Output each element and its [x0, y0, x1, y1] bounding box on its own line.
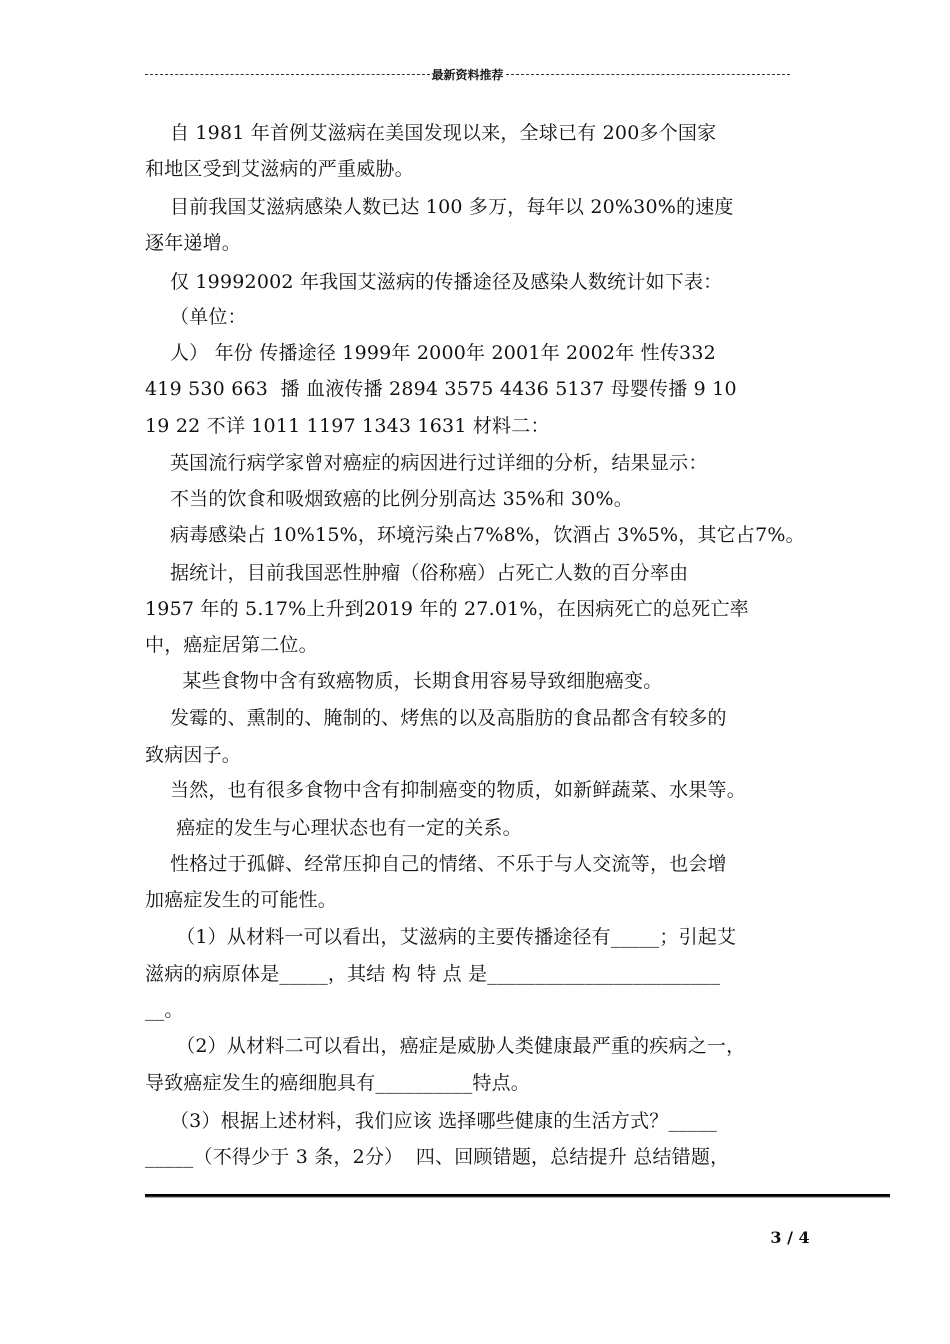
footer-rule: [145, 1194, 890, 1198]
text-line: 自 1981 年首例艾滋病在美国发现以来，全球已有 200多个国家: [145, 122, 717, 144]
text-line: 和地区受到艾滋病的严重威胁。: [145, 158, 414, 180]
text-line: 不当的饮食和吸烟致癌的比例分别高达 35%和 30%。: [145, 488, 633, 510]
header-rule-right: [506, 74, 791, 75]
text-line: 逐年递增。: [145, 232, 242, 254]
text-line: _____（不得少于 3 条，2分） 四、回顾错题，总结提升 总结错题，: [145, 1146, 730, 1168]
header-rule-left: [145, 74, 430, 75]
text-line: 滋病的病原体是_____，其结 构 特 点 是________________________: [145, 963, 721, 985]
text-line: 某些食物中含有致癌物质，长期食用容易导致细胞癌变。: [145, 670, 663, 692]
text-line: 1957 年的 5.17%上升到2019 年的 27.01%，在因病死亡的总死亡率: [145, 598, 749, 620]
page-number: 3 / 4: [770, 1228, 810, 1247]
text-line: __。: [145, 999, 184, 1021]
text-line: （单位：: [145, 306, 247, 328]
text-line: （1）从材料一可以看出，艾滋病的主要传播途径有_____；引起艾: [145, 926, 737, 948]
text-line: 19 22 不详 1011 1197 1343 1631 材料二：: [145, 415, 550, 437]
text-line: 性格过于孤僻、经常压抑自己的情绪、不乐于与人交流等，也会增: [145, 853, 727, 875]
text-line: 目前我国艾滋病感染人数已达 100 多万，每年以 20%30%的速度: [145, 196, 734, 218]
text-line: 病毒感染占 10%15%，环境污染占7%8%，饮酒占 3%5%，其它占7%。: [145, 524, 805, 546]
text-line: 加癌症发生的可能性。: [145, 889, 338, 911]
text-line: 发霉的、熏制的、腌制的、烤焦的以及高脂肪的食品都含有较多的: [145, 707, 727, 729]
text-line: 致病因子。: [145, 744, 242, 766]
text-line: 英国流行病学家曾对癌症的病因进行过详细的分析，结果显示：: [145, 452, 708, 474]
text-line: 当然，也有很多食物中含有抑制癌变的物质，如新鲜蔬菜、水果等。: [145, 779, 746, 801]
page-header: [145, 66, 790, 83]
text-line: 419 530 663 播 血液传播 2894 3575 4436 5137 母婴传播 9 10: [145, 378, 737, 400]
text-line: 中，癌症居第二位。: [145, 634, 318, 656]
text-line: 癌症的发生与心理状态也有一定的关系。: [145, 817, 522, 839]
header-title: 最新资料推荐: [431, 68, 504, 82]
text-line: 据统计，目前我国恶性肿瘤（俗称癌）占死亡人数的百分率由: [145, 562, 689, 584]
text-line: （2）从材料二可以看出，癌症是威胁人类健康最严重的疾病之一，: [145, 1035, 746, 1057]
text-line: （3）根据上述材料，我们应该 选择哪些健康的生活方式？_____: [145, 1110, 717, 1132]
text-line: 导致癌症发生的癌细胞具有__________特点。: [145, 1072, 531, 1094]
text-line: 仅 19992002 年我国艾滋病的传播途径及感染人数统计如下表：: [145, 271, 723, 293]
text-line: 人） 年份 传播途径 1999年 2000年 2001年 2002年 性传332: [145, 342, 716, 364]
